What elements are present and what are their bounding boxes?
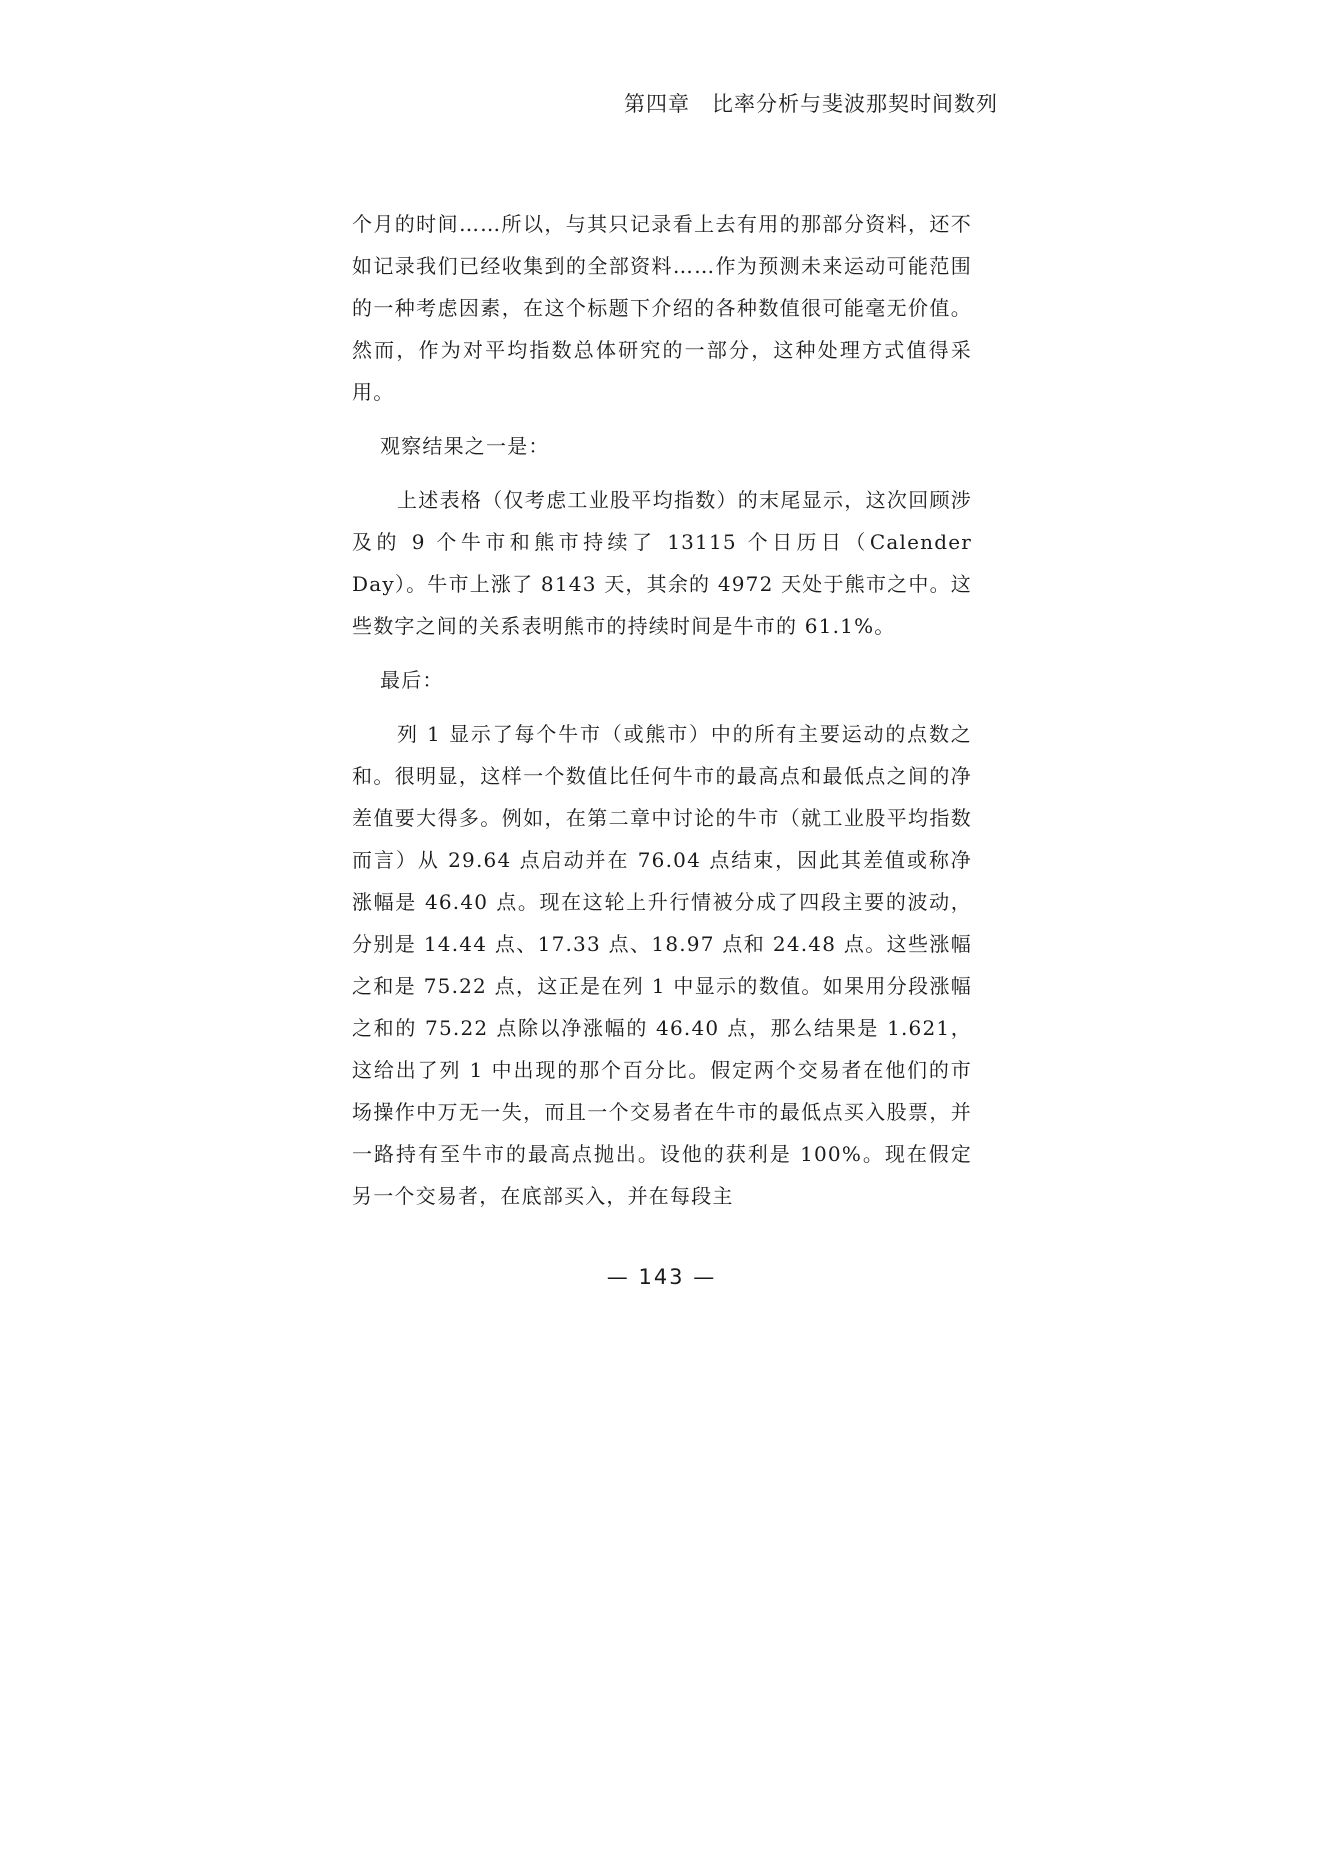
paragraph-quote-column-1: 列 1 显示了每个牛市（或熊市）中的所有主要运动的点数之和。很明显，这样一个数值比任何牛市的最高点和最低点之间的净差值要大得多。例如，在第二章中讨论的牛市（就工业股平均指数而言）从 29.64 点启动并在 76.04 点结束，因此其差值或称净涨幅是 46.40 点。现在这轮上升行情被分成了四段主要的波动，分别是 14.44 点、17.33 点、18.97 点和 24.48 点。这些涨幅之和是 75.22 点，这正是在列 1 中显示的数值。如果用分段涨幅之和的 75.22 点除以净涨幅的 46.40 点，那么结果是 1.621，这给出了列 1 中出现的那个百分比。假定两个交易者在他们的市场操作中万无一失，而且一个交易者在牛市的最低点买入股票，并一路持有至牛市的最高点抛出。设他的获利是 100%。现在假定另一个交易者，在底部买入，并在每段主 (352, 722, 972, 1208)
paragraph-continuation: 个月的时间……所以，与其只记录看上去有用的那部分资料，还不如记录我们已经收集到的全部资料……作为预测未来运动可能范围的一种考虑因素，在这个标题下介绍的各种数值很可能毫无价值。然而，作为对平均指数总体研究的一部分，这种处理方式值得采用。 (352, 212, 972, 404)
body-text (352, 203, 972, 1217)
paragraph-finally-intro: 最后： (380, 668, 444, 692)
page-number: — 143 — (606, 1265, 717, 1289)
paragraph-quote-duration: 上述表格（仅考虑工业股平均指数）的末尾显示，这次回顾涉及的 9 个牛市和熊市持续了 13115 个日历日（Calender Day）。牛市上涨了 8143 天，其余的 4972 天处于熊市之中。这些数字之间的关系表明熊市的持续时间是牛市的 61.1%。 (352, 488, 972, 638)
paragraph-observation-intro: 观察结果之一是： (380, 434, 550, 458)
running-header: 第四章 比率分析与斐波那契时间数列 (624, 92, 998, 116)
